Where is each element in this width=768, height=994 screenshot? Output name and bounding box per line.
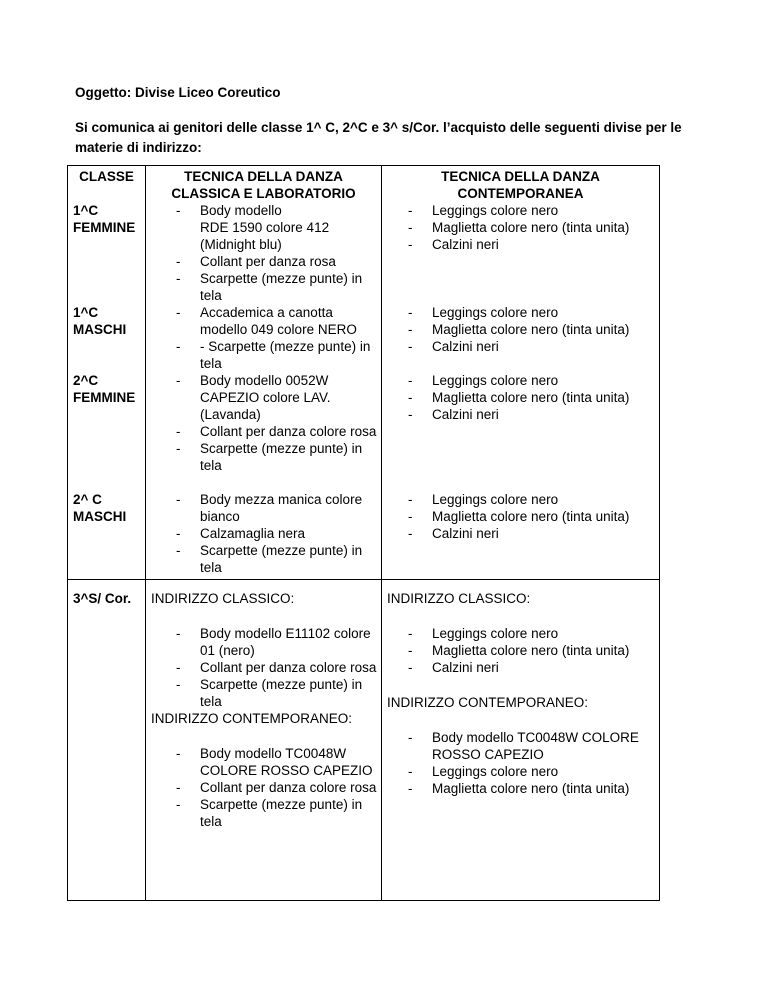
list-item: - Maglietta colore nero (tinta unita) (432, 389, 659, 406)
section-heading: INDIRIZZO CLASSICO: (387, 591, 531, 606)
document-subject: Oggetto: Divise Liceo Coreutico (75, 85, 281, 100)
list-item: - Body modello 0052W CAPEZIO colore LAV. (Lavanda) (200, 372, 381, 423)
classe-cell: 1^C FEMMINE (68, 202, 146, 304)
list-item: - Collant per danza colore rosa (200, 779, 381, 796)
classe-cell: 2^ C MASCHI (68, 491, 146, 580)
list-item: - Body modello E11102 colore 01 (nero) (200, 625, 381, 659)
list-item: - Body modello TC0048W COLORE ROSSO CAPEZIO (200, 745, 381, 779)
list-item: RDE 1590 colore 412 (Midnight blu) (200, 220, 330, 252)
list-item: - Calzini neri (432, 659, 659, 676)
table-row (68, 202, 660, 304)
list-item: - Scarpette (mezze punte) in tela (200, 440, 381, 474)
list-item: - Maglietta colore nero (tinta unita) (432, 642, 659, 659)
list-item: - Calzini neri (432, 406, 659, 423)
classe-cell: 2^C FEMMINE (68, 372, 146, 491)
classe-cell: 3^S/ Cor. (68, 580, 146, 901)
classe-cell: 1^C MASCHI (68, 304, 146, 372)
classica-cell (146, 304, 382, 372)
list-item: - Leggings colore nero (432, 372, 659, 389)
list-item: - Scarpette (mezze punte) in tela (200, 676, 381, 710)
list-item: - Scarpette (mezze punte) in tela (200, 270, 381, 304)
list-item: - Scarpette (mezze punte) in tela (200, 542, 381, 576)
list-item: - Leggings colore nero (432, 625, 659, 642)
list-item: - Collant per danza colore rosa (200, 423, 381, 440)
list-item: - Maglietta colore nero (tinta unita) (432, 219, 659, 236)
list-item: - Leggings colore nero (432, 491, 659, 508)
list-item: - Collant per danza colore rosa (200, 659, 381, 676)
classica-cell (146, 202, 382, 304)
list-item: - Calzini neri (432, 525, 659, 542)
section-heading: INDIRIZZO CONTEMPORANEO: (151, 711, 353, 726)
table-header-row (68, 166, 660, 203)
list-item: - Calzini neri (432, 236, 659, 253)
classica-cell (146, 580, 382, 901)
table-row (68, 580, 660, 901)
list-item: - Body modello (200, 202, 381, 219)
classica-cell (146, 491, 382, 580)
list-item: - Body modello TC0048W COLORE ROSSO CAPEZIO (432, 729, 659, 763)
list-item: - Maglietta colore nero (tinta unita) (432, 780, 659, 797)
header-contemporanea: TECNICA DELLA DANZA CONTEMPORANEA (382, 166, 660, 203)
list-item: - Accademica a canotta modello 049 colore NERO (200, 304, 381, 338)
list-item: - Scarpette (mezze punte) in tela (200, 796, 381, 830)
contemporanea-cell (382, 202, 660, 304)
header-classica: TECNICA DELLA DANZA CLASSICA E LABORATORIO (146, 166, 382, 203)
section-heading: INDIRIZZO CONTEMPORANEO: (387, 695, 589, 710)
contemporanea-cell (382, 580, 660, 901)
table-row (68, 304, 660, 372)
contemporanea-cell (382, 304, 660, 372)
contemporanea-cell (382, 372, 660, 491)
uniform-table (67, 165, 660, 901)
list-item: - Leggings colore nero (432, 304, 659, 321)
list-item: - - Scarpette (mezze punte) in tela (200, 338, 381, 372)
list-item: - Leggings colore nero (432, 763, 659, 780)
list-item: - Calzini neri (432, 338, 659, 355)
list-item: - Collant per danza rosa (200, 253, 381, 270)
classica-cell (146, 372, 382, 491)
table-row (68, 372, 660, 491)
table-row (68, 491, 660, 580)
section-heading: INDIRIZZO CLASSICO: (151, 591, 295, 606)
list-item: - Body mezza manica colore bianco (200, 491, 381, 525)
header-classe: CLASSE (68, 166, 146, 203)
list-item: - Maglietta colore nero (tinta unita) (432, 508, 659, 525)
list-item: - Calzamaglia nera (200, 525, 381, 542)
document-intro: Si comunica ai genitori delle classe 1^ C, 2^C e 3^ s/Cor. l’acquisto delle seguenti divise per le materie di indirizzo: (75, 120, 682, 155)
list-item: - Leggings colore nero (432, 202, 659, 219)
contemporanea-cell (382, 491, 660, 580)
list-item: - Maglietta colore nero (tinta unita) (432, 321, 659, 338)
